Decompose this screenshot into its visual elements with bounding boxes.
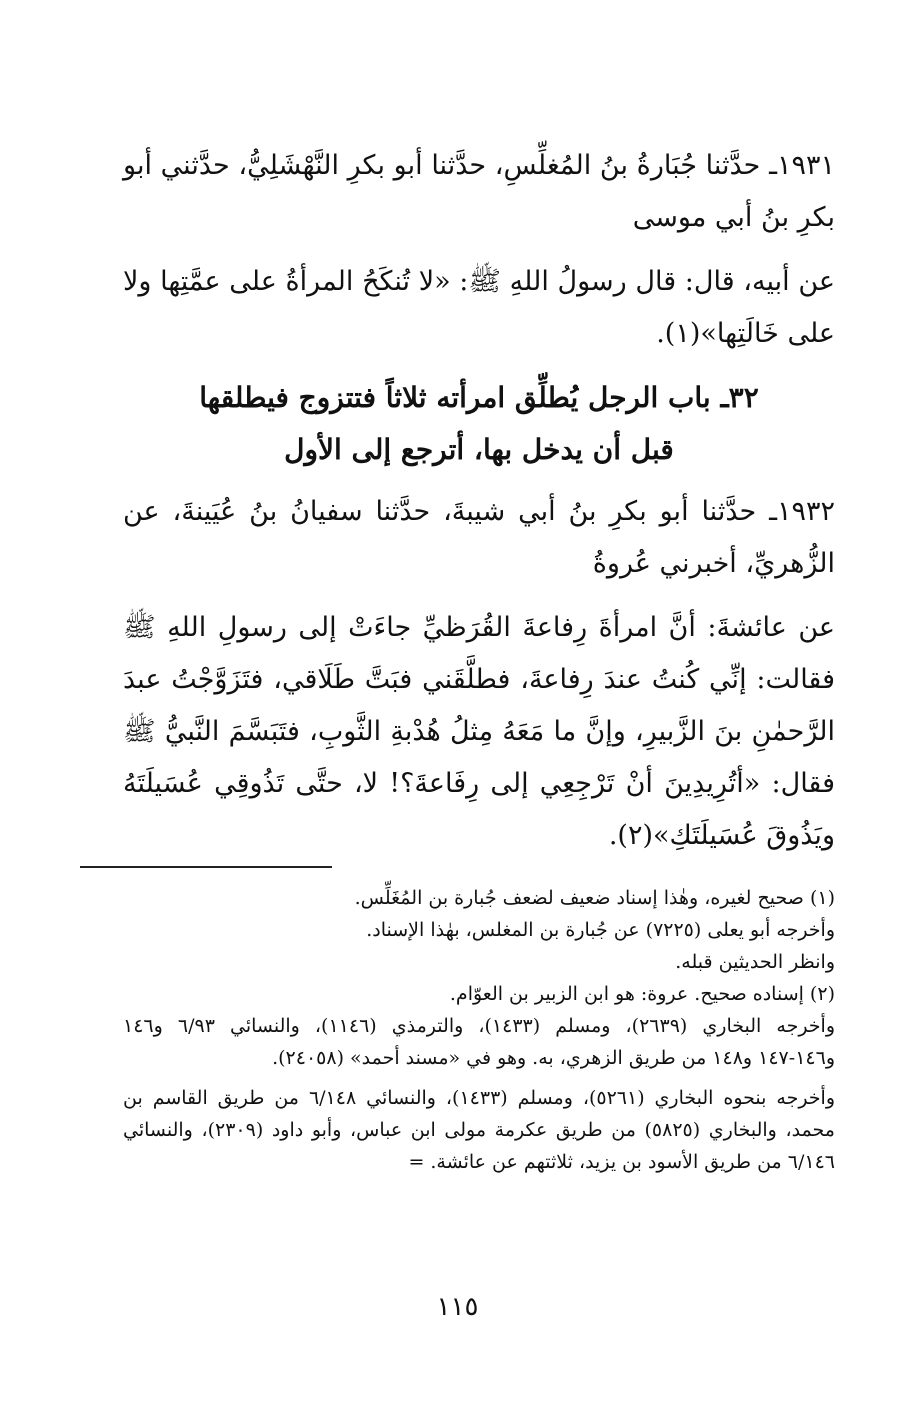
chapter-heading bbox=[123, 372, 835, 476]
footnotes bbox=[123, 882, 835, 1178]
footnote-1-line3: وانظر الحديثين قبله. bbox=[675, 951, 835, 973]
chapter-heading-line1: ٣٢ـ باب الرجل يُطلِّق امرأته ثلاثاً فتتزوج فيطلقها bbox=[199, 381, 759, 414]
main-text bbox=[123, 140, 835, 874]
hadith-1932-isnad: ١٩٣٢ـ حدَّثنا أبو بكرِ بنُ أبي شيبةَ، حدَّثنا سفيانُ بنُ عُيَينةَ، عن الزُّهريِّ، أخبرني عُروةُ bbox=[123, 496, 835, 579]
footnote-2-para2: وأخرجه البخاري (٢٦٣٩)، ومسلم (١٤٣٣)، والترمذي (١١٤٦)، والنسائي ٦/٩٣ و١٤٦ و١٤٦-١٤٧ و١٤٨ من طريق الزهري، به. وهو في «مسند أحمد» (٢٤٠٥٨). bbox=[123, 1015, 836, 1069]
page-number: ١١٥ bbox=[436, 1292, 479, 1322]
footnote-1-line2: وأخرجه أبو يعلى (٧٢٢٥) عن جُبارة بن المغلس، بهٰذا الإسناد. bbox=[366, 919, 835, 941]
hadith-1931-matn: عن أبيه، قال: قال رسولُ اللهِ ﷺ: «لا تُنكَحُ المرأةُ على عمَّتِها ولا على خَالَتِها»(١). bbox=[123, 266, 835, 349]
hadith-1932-matn: عن عائشةَ: أنَّ امرأةَ رِفاعةَ القُرَظيِّ جاءَتْ إلى رسولِ اللهِ ﷺ فقالت: إنِّي كُنتُ عندَ رِفاعةَ، فطلَّقَني فبَتَّ طَلَاقي، فتَزَوَّجْتُ عبدَ الرَّحمٰنِ بنَ الزَّبيرِ، وإنَّ ما مَعَهُ مِثلُ هُدْبةِ الثَّوبِ، فتَبَسَّمَ النَّبيُّ ﷺ فقال: «أتُرِيدِينَ أنْ تَرْجِعِي إلى رِفَاعةَ؟! لا، حتَّى تَذُوقِي عُسَيلَتَهُ ويَذُوقَ عُسَيلَتَكِ»(٢). bbox=[123, 612, 835, 851]
footnote-2-para3: وأخرجه بنحوه البخاري (٥٢٦١)، ومسلم (١٤٣٣)، والنسائي ٦/١٤٨ من طريق القاسم بن محمد، والبخاري (٥٨٢٥) من طريق عكرمة مولى ابن عباس، وأبو داود (٢٣٠٩)، والنسائي ٦/١٤٦ من طريق الأسود بن يزيد، ثلاثتهم عن عائشة. = bbox=[123, 1087, 835, 1173]
footnote-1-line1: (١) صحيح لغيره، وهٰذا إسناد ضعيف لضعف جُبارة بن المُغَلِّس. bbox=[354, 887, 835, 909]
footnote-divider bbox=[80, 866, 332, 868]
footnote-2-line1: (٢) إسناده صحيح. عروة: هو ابن الزبير بن العوّام. bbox=[449, 983, 835, 1005]
chapter-heading-line2: قبل أن يدخل بها، أترجع إلى الأول bbox=[284, 433, 674, 466]
hadith-1931-isnad: ١٩٣١ـ حدَّثنا جُبَارةُ بنُ المُغلِّسِ، حدَّثنا أبو بكرِ النَّهْشَلِيُّ، حدَّثني أبو بكرِ بنُ أبي موسى bbox=[123, 150, 835, 233]
